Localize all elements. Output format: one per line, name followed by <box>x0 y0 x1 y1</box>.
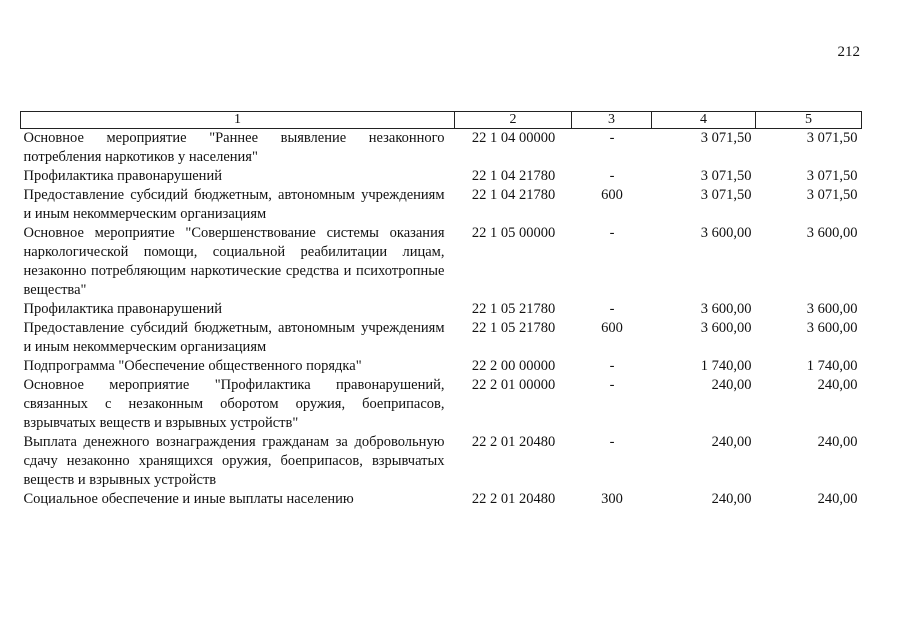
row-name: Профилактика правонарушений <box>23 301 222 317</box>
row-name: Профилактика правонарушений <box>23 168 222 184</box>
row-amount-2: 3 071,50 <box>806 168 858 184</box>
row-amount-1: 3 600,00 <box>700 301 752 317</box>
row-amount-1: 3 071,50 <box>700 168 752 184</box>
table-row <box>21 224 862 300</box>
row-amount-2: 3 071,50 <box>806 130 858 146</box>
row-name: Предоставление субсидий бюджетным, автономным учреждениям и иным некоммерческим организациям <box>23 320 445 355</box>
row-code: 22 1 05 21780 <box>471 320 556 336</box>
row-amount-1: 3 600,00 <box>700 225 752 241</box>
table-row <box>21 376 862 433</box>
row-amount-1: 240,00 <box>711 377 752 393</box>
row-code: 22 1 05 21780 <box>471 301 556 317</box>
header-cell: 4 <box>652 112 756 129</box>
row-code: 22 2 00 00000 <box>471 358 556 374</box>
row-amount-2: 240,00 <box>817 377 858 393</box>
table-row <box>21 186 862 224</box>
row-name: Подпрограмма "Обеспечение общественного порядка" <box>23 358 362 374</box>
row-code: 22 1 05 00000 <box>471 225 556 241</box>
header-cell: 2 <box>455 112 572 129</box>
table-row <box>21 300 862 319</box>
row-amount-1: 3 071,50 <box>700 130 752 146</box>
row-amount-1: 240,00 <box>711 434 752 450</box>
row-expense-type: 600 <box>601 320 623 336</box>
row-expense-type: - <box>609 377 615 393</box>
table-row <box>21 490 862 509</box>
table-header-row <box>21 112 862 129</box>
row-name: Основное мероприятие "Раннее выявление незаконного потребления наркотиков у населения" <box>23 130 445 165</box>
row-expense-type: - <box>609 130 615 146</box>
row-expense-type: - <box>609 225 615 241</box>
header-cell: 3 <box>572 112 652 129</box>
row-name: Социальное обеспечение и иные выплаты населению <box>23 491 354 507</box>
row-amount-1: 3 071,50 <box>700 187 752 203</box>
row-amount-2: 3 071,50 <box>806 187 858 203</box>
row-amount-2: 3 600,00 <box>806 301 858 317</box>
table-row <box>21 357 862 376</box>
row-expense-type: - <box>609 301 615 317</box>
row-amount-2: 1 740,00 <box>806 358 858 374</box>
table-row <box>21 167 862 186</box>
row-name: Основное мероприятие "Профилактика правонарушений, связанных с незаконным оборотом оружия, боеприпасов, взрывчатых веществ и взрывных устройств" <box>23 377 445 431</box>
row-code: 22 2 01 20480 <box>471 491 556 507</box>
row-amount-1: 240,00 <box>711 491 752 507</box>
row-amount-2: 240,00 <box>817 434 858 450</box>
row-expense-type: 600 <box>601 187 623 203</box>
table-row <box>21 319 862 357</box>
row-code: 22 1 04 21780 <box>471 187 556 203</box>
row-code: 22 2 01 00000 <box>471 377 556 393</box>
row-expense-type: - <box>609 434 615 450</box>
row-name: Основное мероприятие "Совершенствование системы оказания наркологической помощи, социальной реабилитации лицам, незаконно потребляющим наркотические средства и психотропные вещества" <box>23 225 445 298</box>
row-code: 22 1 04 21780 <box>471 168 556 184</box>
row-expense-type: - <box>609 168 615 184</box>
page-number: 212 <box>837 44 860 60</box>
budget-table <box>20 111 862 509</box>
row-amount-2: 3 600,00 <box>806 225 858 241</box>
header-cell: 1 <box>21 112 455 129</box>
row-expense-type: - <box>609 358 615 374</box>
row-amount-2: 240,00 <box>817 491 858 507</box>
row-code: 22 1 04 00000 <box>471 130 556 146</box>
row-name: Выплата денежного вознаграждения гражданам за добровольную сдачу незаконно хранящихся оружия, боеприпасов, взрывчатых веществ и взрывных устройств <box>23 434 445 488</box>
row-name: Предоставление субсидий бюджетным, автономным учреждениям и иным некоммерческим организациям <box>23 187 445 222</box>
table-row <box>21 129 862 168</box>
row-expense-type: 300 <box>601 491 623 507</box>
table-row <box>21 433 862 490</box>
row-amount-2: 3 600,00 <box>806 320 858 336</box>
row-code: 22 2 01 20480 <box>471 434 556 450</box>
header-cell: 5 <box>756 112 862 129</box>
row-amount-1: 3 600,00 <box>700 320 752 336</box>
row-amount-1: 1 740,00 <box>700 358 752 374</box>
